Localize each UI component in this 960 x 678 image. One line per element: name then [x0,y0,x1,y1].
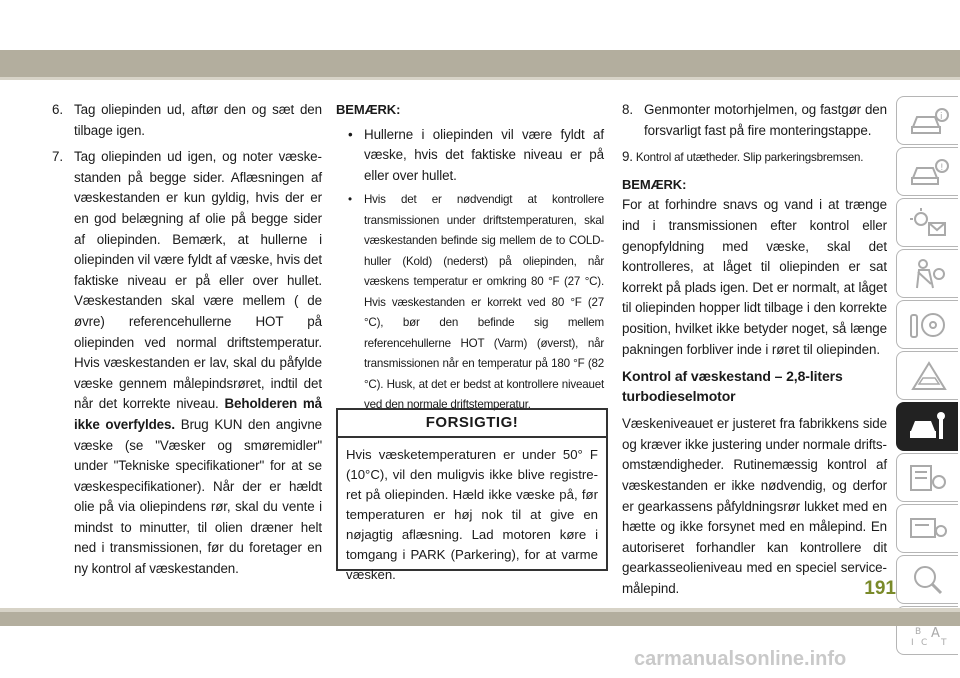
car-warning-icon [909,156,949,188]
bullet-text: Hvis det er nødvendigt at kontrollere transmissionen under driftstemperaturen, skal væskestanden befinde sig mellem de to COLD-huller (Kold) (nederst) på oliepinden, når væskens temperatur er omkring 80 °F (27 °C). Hvis væskestanden er korrekt ved 80 °F (27 °C), bør den befinde sig mellem referencehullerne HOT (Varm) (øverst), når transmissionen når en temperatur på 180 °F (82 °C). Husk, at det er bedst at kontrollere niveauet ved den normale driftstemperatur. [364,193,604,412]
note-text: For at forhindre snavs og vand i at trænge ind i transmissionen efter kontrol eller genopfyldning med væske, skal det kontrolleres, at låget til oliepinden er sat korrekt på plads igen. Det er normalt, at låget til oliepinden hopper lidt tilbage i den korrekte position, hvilket ikke betyder noget, så længe pakningen forbliver inde i røret til oliepinden. [622,197,887,357]
caution-title: FORSIGTIG! [338,410,606,438]
section-paragraph: Væskeniveauet er justeret fra fabrikkens side og kræver ikke justering under normale driftsomstændigheder. Rutinemæssig kontrol af væskestanden er ikke nødvendig, og derfor er gearkassens påfyldningsrør lukket med en hætte og ikke forsynet med en målepind. En autoriseret forhandler kan kontrollere dit gearkasseolieniveau med en speciel servicemålepind. [622,416,887,596]
step-7 [52,147,322,579]
tab-car-service[interactable] [896,402,958,451]
caution-box [336,408,608,582]
bullet-dot: • [348,126,353,142]
steering-wheel-icon [909,309,949,341]
note-bullet [336,190,604,416]
svg-text:I: I [911,638,914,647]
chapter-tabs [896,96,958,657]
roadside-hazard-icon [909,360,949,392]
bullet-dot: • [348,193,352,207]
step-number: 6. [52,102,63,117]
step-number: 8. [622,102,633,117]
specifications-icon [909,462,949,494]
header-bar-shadow [0,77,960,80]
svg-text:C: C [921,638,928,647]
svg-text:i: i [940,112,943,122]
step-8 [622,100,887,141]
column-left [52,100,322,586]
step-6 [52,100,322,141]
step-text: Tag oliepinden ud, aftør den og sæt den tilbage igen. [74,102,322,138]
tab-roadside-hazard[interactable] [896,351,958,400]
note-bullet [336,125,604,187]
multimedia-icon [909,513,949,545]
tab-car-info[interactable] [896,96,958,145]
svg-text:!: ! [940,163,944,173]
tab-multimedia[interactable] [896,504,958,553]
search-icon [909,564,949,596]
tab-warning-lights[interactable] [896,198,958,247]
warning-lights-icon [909,207,949,239]
step-number: 9. [622,149,633,165]
step-text: Tag oliepinden ud igen, og noter væskestanden på begge sider. Aflæsningen af væskestanden er kun gyldig, hvis der er en god belægning af olie på begge sider af oliepinden. Bemærk, at hullerne i oliepinden vil være fyldt af væske, hvis det faktiske niveau er på eller over hullet. Væskestanden skal være mellem ( de øvre) referencehullerne HOT på oliepinden ved normal driftstemperatur. Hvis væskestanden er lav, skal du påfylde væske gennem målepindsrøret, indtil det når det korrekte niveau. [74,149,322,412]
caution-text: Hvis væsketemperaturen er under 50° F (10°C), vil den muligvis ikke blive registreret på oliepinden. Hæld ikke væske på, før temperaturen er høj nok til at give en nøjagtig aflæsning. Lad motoren køre i tomgang i PARK (Parkering), for at varme væsken. [346,447,598,582]
car-service-icon [909,411,949,443]
tab-seatbelt[interactable] [896,249,958,298]
note-title: BEMÆRK: [336,102,401,117]
step-9 [622,147,887,169]
step-text: Kontrol af utætheder. Slip parkeringsbremsen. [635,151,864,165]
section-heading: Kontrol af væskestand – 2,8-liters turbodieselmotor [622,368,843,405]
tab-search[interactable] [896,555,958,604]
svg-text:A: A [931,626,940,641]
step-warning-bold: Beholderen må ikke overfyldes. [74,396,323,432]
header-bar [0,50,960,77]
top-band [0,0,960,52]
svg-text:T: T [941,638,947,647]
column-right [622,100,887,599]
step-text-tail: Brug KUN den angivne væske (se "Væsker og smøremidler" under "Tekniske specifikationer" for at se væskespecifikationer). Når der er hældt olie på via oliepindens rør, skal du vente i mindst to minutter, til olien dræner helt ned i transmissionen, før du foretager en ny kontrol af væskestanden. [74,416,323,577]
note-title: BEMÆRK: [622,176,687,192]
column-middle [336,100,604,420]
tab-specifications[interactable] [896,453,958,502]
car-info-icon [909,105,949,137]
bullet-text: Hullerne i oliepinden vil være fyldt af væske, hvis det faktiske niveau er på eller over hullet. [364,126,604,183]
tab-car-warning[interactable] [896,147,958,196]
step-text: Genmonter motorhjelmen, og fastgør den forsvarligt fast på fire monteringstappe. [644,102,887,138]
footer-bar [0,612,960,626]
page-number: 191 [864,578,896,599]
step-number: 7. [52,149,63,165]
svg-text:B: B [915,627,922,637]
watermark-text: carmanualsonline.info [634,648,847,670]
seatbelt-icon [909,258,949,290]
tab-steering-wheel[interactable] [896,300,958,349]
